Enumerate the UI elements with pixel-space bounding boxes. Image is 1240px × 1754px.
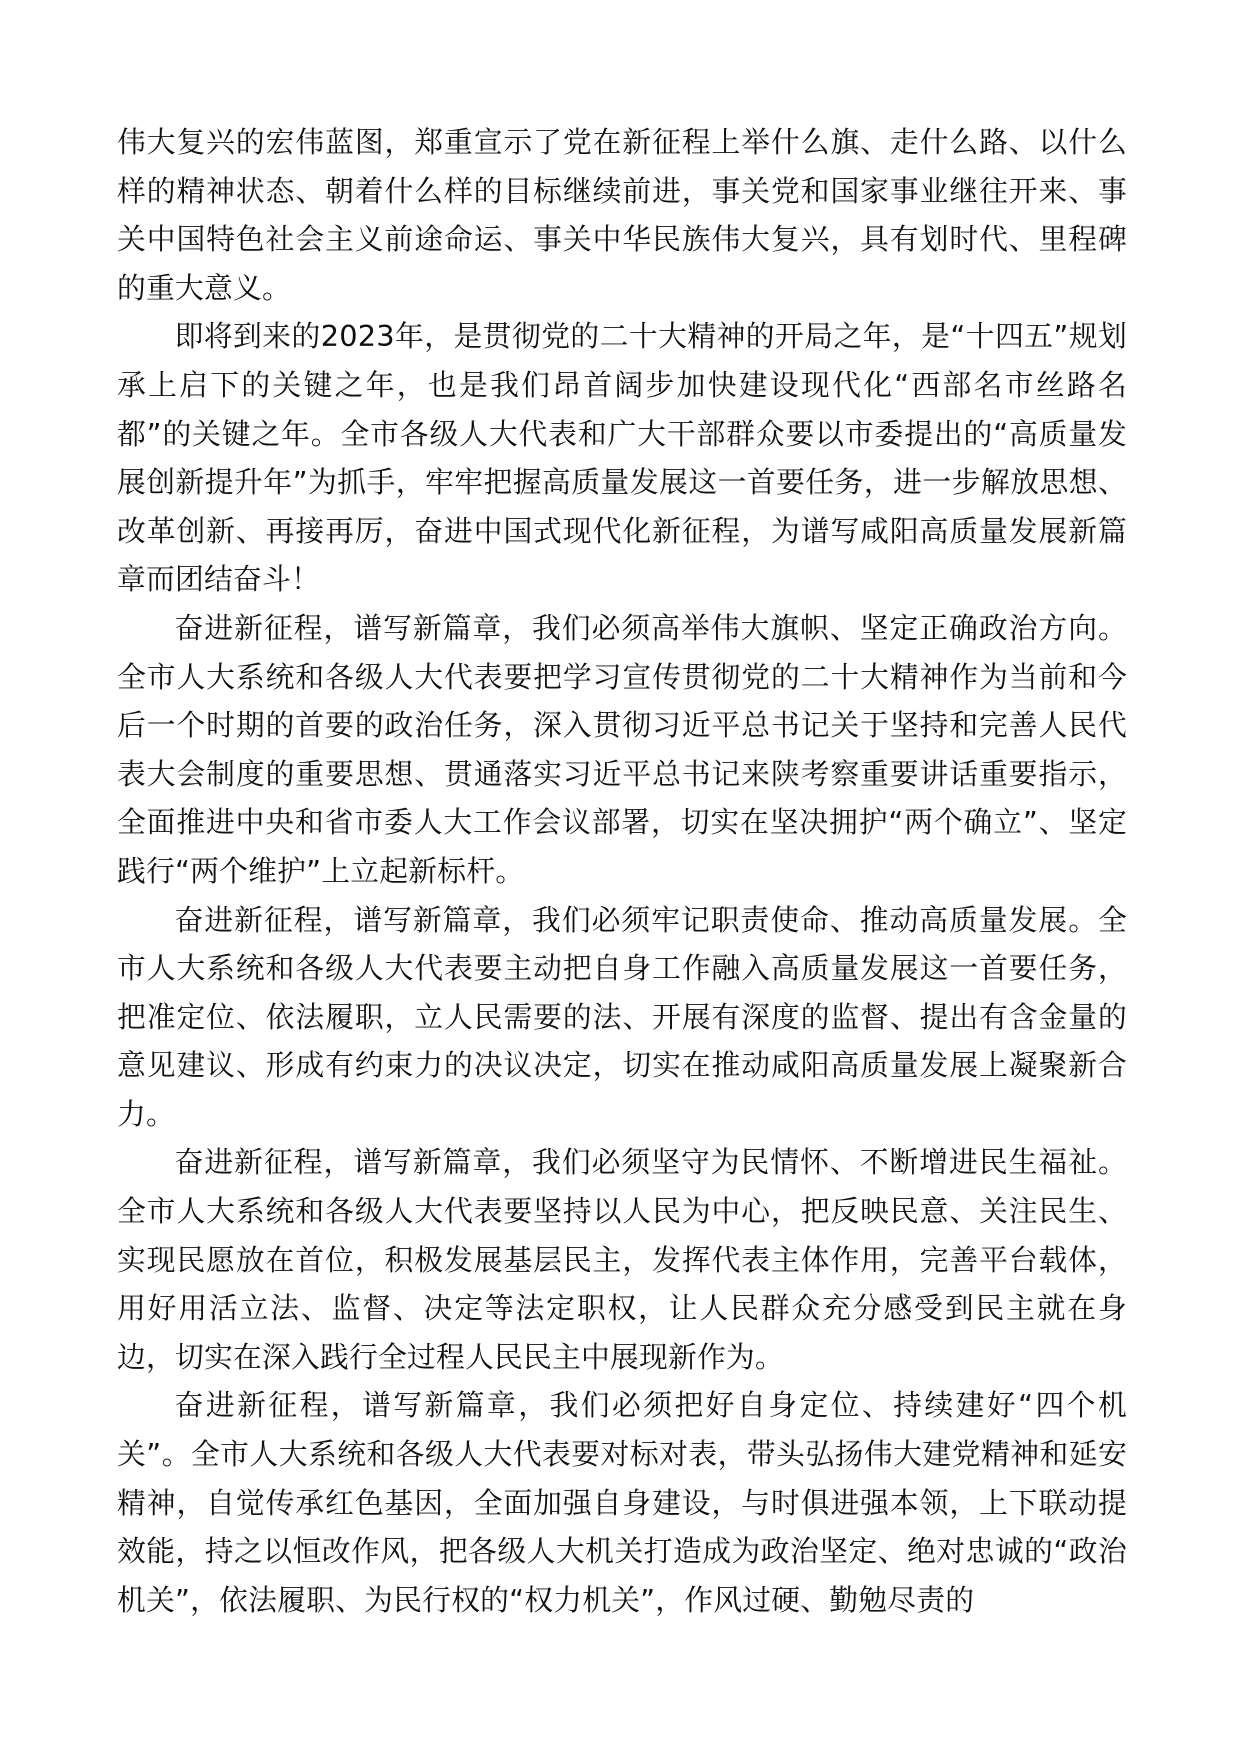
paragraph-people-livelihood: 奋进新征程，谱写新篇章，我们必须坚守为民情怀、不断增进民生福祉。全市人大系统和各级人大代表要坚持以人民为中心，把反映民意、关注民生、实现民愿放在首位，积极发展基层民主，发挥代表主体作用，完善平台载体，用好用活立法、监督、决定等法定职权，让人民群众充分感受到民主就在身边，切实在深入践行全过程人民民主中展现新作为。: [117, 1145, 1127, 1374]
document-body: [117, 118, 1127, 1624]
paragraph-political-direction: 奋进新征程，谱写新篇章，我们必须高举伟大旗帜、坚定正确政治方向。全市人大系统和各级人大代表要把学习宣传贯彻党的二十大精神作为当前和今后一个时期的首要的政治任务，深入贯彻习近平总书记关于坚持和完善人民代表大会制度的重要思想、贯通落实习近平总书记来陕考察重要讲话重要指示，全面推进中央和省市委人大工作会议部署，切实在坚决拥护“两个确立”、坚定践行“两个维护”上立起新标杆。: [117, 610, 1127, 888]
paragraph-four-organs: 奋进新征程，谱写新篇章，我们必须把好自身定位、持续建好“四个机关”。全市人大系统和各级人大代表要对标对表，带头弘扬伟大建党精神和延安精神，自觉传承红色基因，全面加强自身建设，与时俱进强本领，上下联动提效能，持之以恒改作风，把各级人大机关打造成为政治坚定、绝对忠诚的“政治机关”，依法履职、为民行权的“权力机关”，作风过硬、勤勉尽责的: [117, 1388, 1127, 1617]
paragraph-continued: 伟大复兴的宏伟蓝图，郑重宣示了党在新征程上举什么旗、走什么路、以什么样的精神状态、朝着什么样的目标继续前进，事关党和国家事业继往开来、事关中国特色社会主义前途命运、事关中华民族伟大复兴，具有划时代、里程碑的重大意义。: [117, 125, 1127, 305]
paragraph-high-quality-development: 奋进新征程，谱写新篇章，我们必须牢记职责使命、推动高质量发展。全市人大系统和各级人大代表要主动把自身工作融入高质量发展这一首要任务，把准定位、依法履职，立人民需要的法、开展有深度的监督、提出有含金量的意见建议、形成有约束力的决议决定，切实在推动咸阳高质量发展上凝聚新合力。: [117, 902, 1127, 1131]
paragraph-2023-outlook: 即将到来的2023年，是贯彻党的二十大精神的开局之年，是“十四五”规划承上启下的关键之年，也是我们昂首阔步加快建设现代化“西部名市丝路名都”的关键之年。全市各级人大代表和广大干部群众要以市委提出的“高质量发展创新提升年”为抓手，牢牢把握高质量发展这一首要任务，进一步解放思想、改革创新、再接再厉，奋进中国式现代化新征程，为谱写咸阳高质量发展新篇章而团结奋斗！: [117, 319, 1127, 597]
